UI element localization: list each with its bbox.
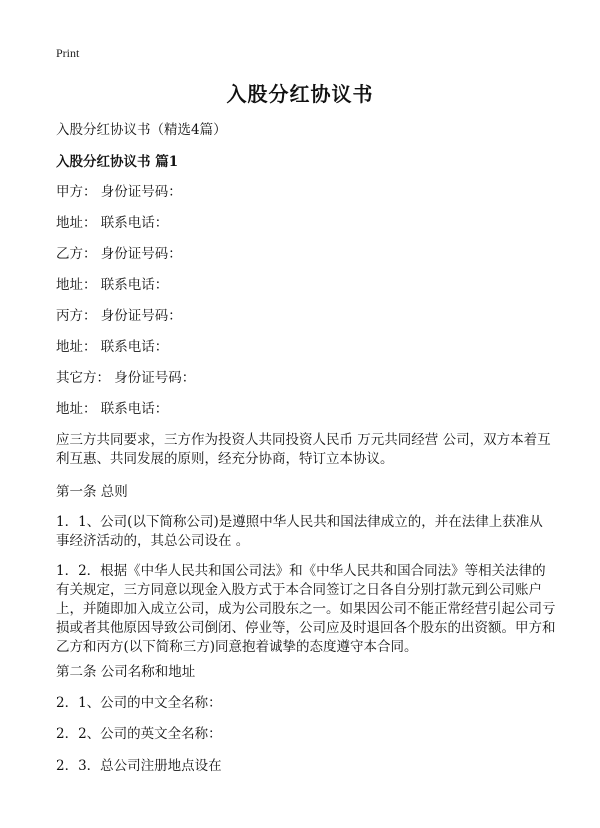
party-a-address-line: 地址： 联系电话： xyxy=(56,215,169,231)
party-c-address-line: 地址： 联系电话： xyxy=(56,339,169,355)
document-title: 入股分红协议书 xyxy=(226,82,374,106)
clause-2-1: 2．1、公司的中文全名称： xyxy=(56,695,222,711)
article-1-title: 第一条 总则 xyxy=(56,484,128,500)
party-b-address-line: 地址： 联系电话： xyxy=(56,277,169,293)
other-party-address-line: 地址： 联系电话： xyxy=(56,401,169,417)
document-subtitle: 入股分红协议书（精选4篇） xyxy=(56,122,227,138)
party-b-line: 乙方： 身份证号码： xyxy=(56,246,182,262)
clause-1-1: 1．1、公司(以下简称公司)是遵照中华人民共和国法律成立的，并在法律上获准从事经济活动的，其总公司设在 。 xyxy=(56,514,543,549)
clause-2-2: 2．2、公司的英文全名称： xyxy=(56,726,222,742)
intro-paragraph: 应三方共同要求，三方作为投资人共同投资人民币 万元共同经营 公司，双方本着互利互惠、共同发展的原则，经充分协商，特订立本协议。 xyxy=(56,432,551,467)
other-party-line: 其它方： 身份证号码： xyxy=(56,370,196,386)
party-a-line: 甲方： 身份证号码： xyxy=(56,184,182,200)
article-2-title: 第二条 公司名称和地址 xyxy=(56,664,196,680)
section-heading: 入股分红协议书 篇1 xyxy=(56,154,179,170)
clause-2-3: 2．3．总公司注册地点设在 xyxy=(56,758,222,774)
clause-1-2: 1．2．根据《中华人民共和国公司法》和《中华人民共和国合同法》等相关法律的有关规定，三方同意以现金入股方式于本合同签订之日各自分别打款元到公司账户上，并随即加入成立公司，成为公司股东之一。如果因公司不能正常经营引起公司亏损或者其他原因导致公司倒闭、停业等，公司应及时退回各个股东的出资额。甲方和乙方和丙方(以下简称三方)同意抱着诚挚的态度遵守本合同。 xyxy=(56,563,556,655)
party-c-line: 丙方： 身份证号码： xyxy=(56,308,182,324)
print-link[interactable]: Print xyxy=(56,46,80,60)
